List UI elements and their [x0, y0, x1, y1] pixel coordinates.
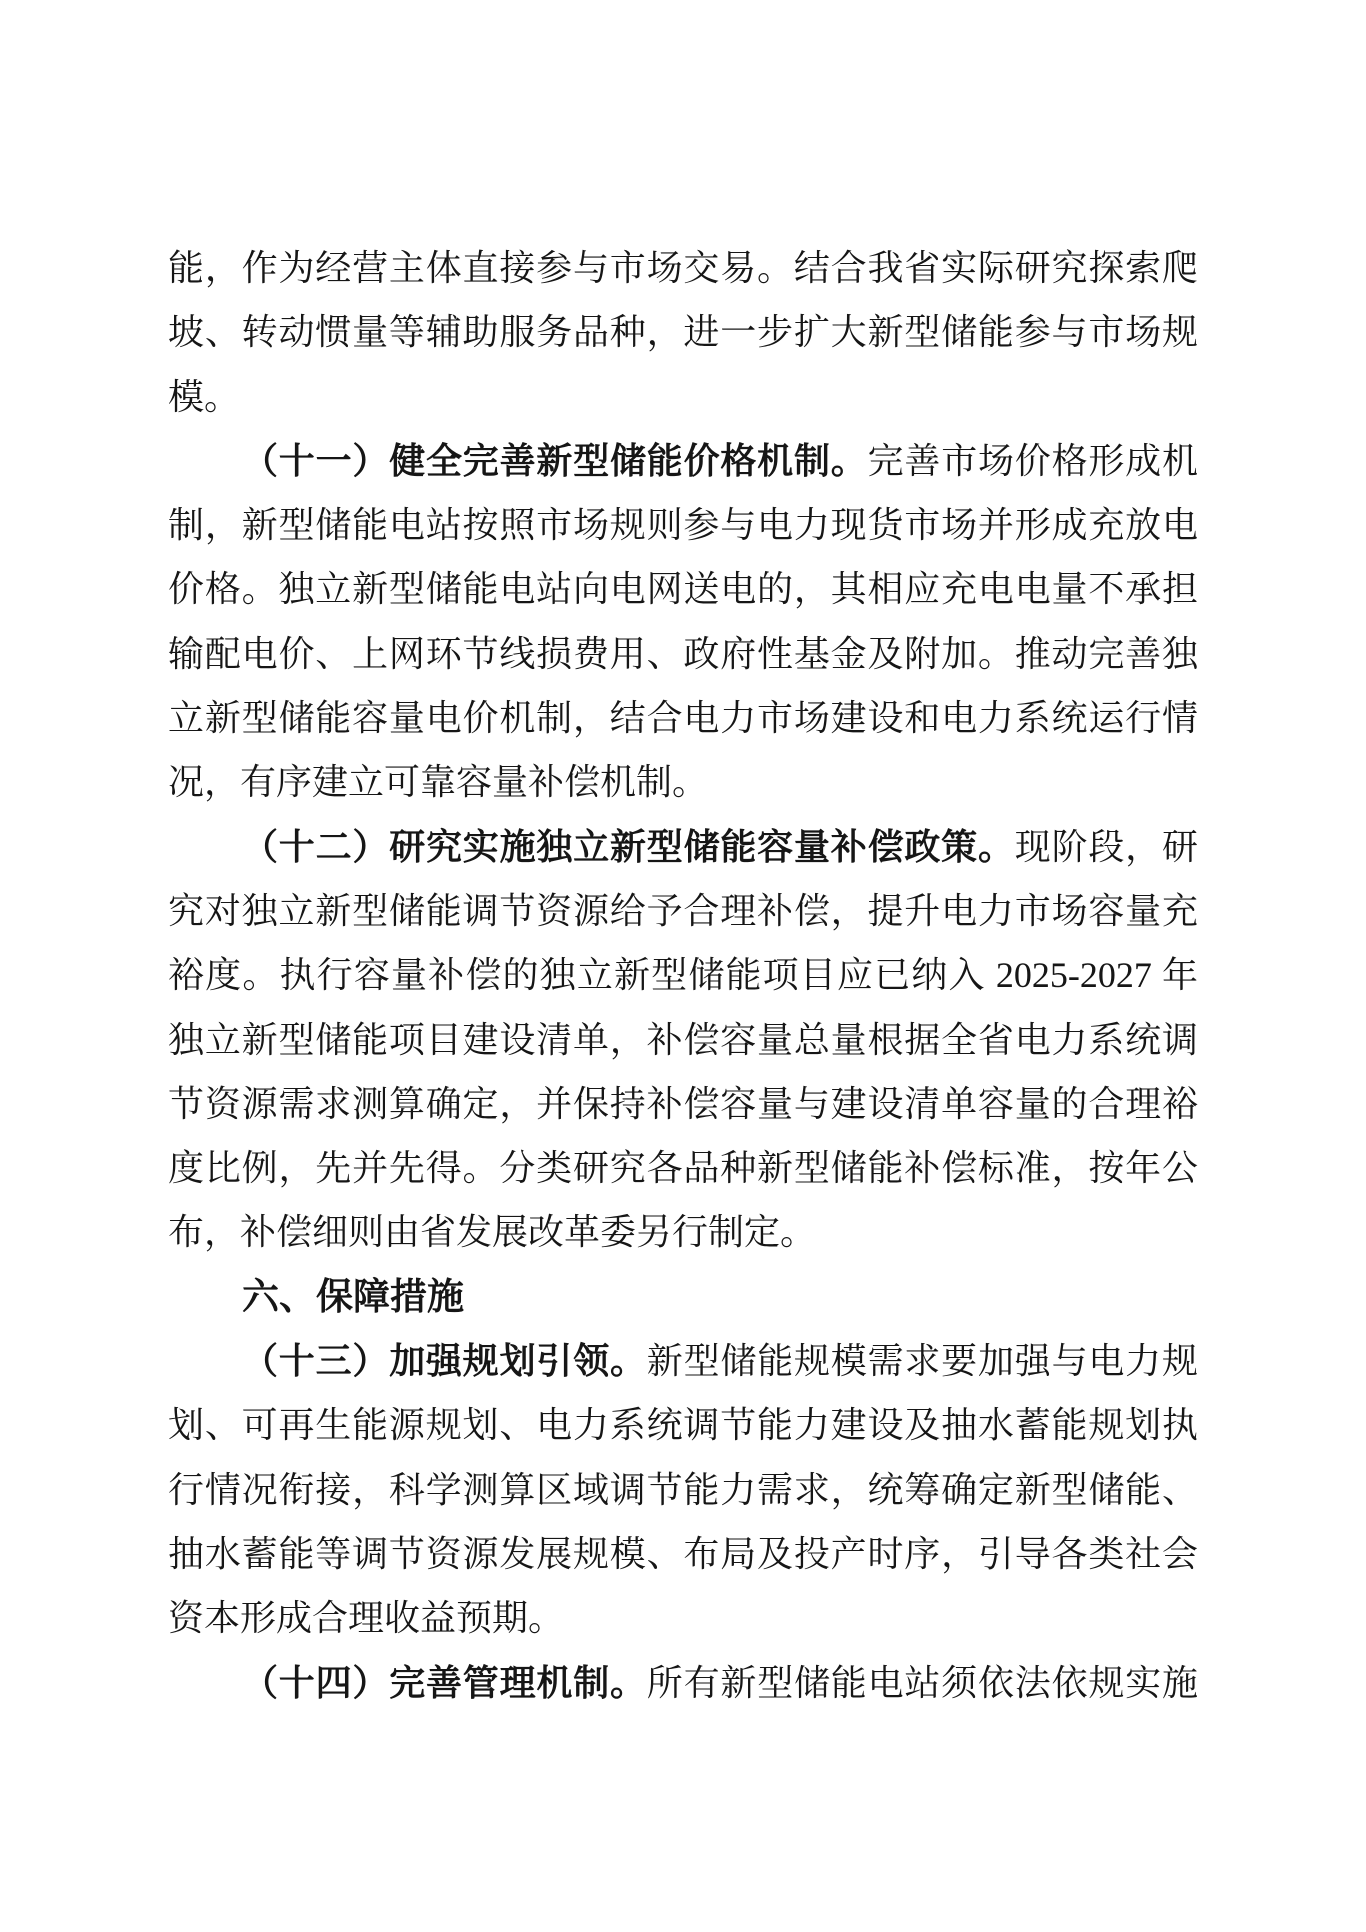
text-segment: 划、可再生能源规划、电力系统调节能力建设及抽水蓄能规划执	[168, 1405, 1198, 1446]
text-line	[168, 236, 1198, 300]
text-segment: 行情况衔接，科学测算区域调节能力需求，统筹确定新型储能、	[168, 1469, 1198, 1510]
text-segment: 模。	[168, 376, 241, 417]
text-segment: 况，有序建立可靠容量补偿机制。	[168, 762, 709, 803]
text-line	[168, 557, 1198, 621]
text-segment: 度比例，先并先得。分类研究各品种新型储能补偿标准，按年公	[168, 1148, 1198, 1189]
text-line	[168, 622, 1198, 686]
text-line	[168, 686, 1198, 750]
text-line	[168, 879, 1198, 943]
text-line	[168, 493, 1198, 557]
text-segment: 裕度。执行容量补偿的独立新型储能项目应已纳入 2025-2027 年	[168, 955, 1198, 996]
text-line	[168, 943, 1198, 1007]
text-segment: 完善市场价格形成机	[867, 440, 1198, 481]
text-line	[168, 1586, 1198, 1650]
text-line	[168, 750, 1198, 814]
text-segment: 立新型储能容量电价机制，结合电力市场建设和电力系统运行情	[168, 698, 1198, 739]
paragraph-lead: （十四）完善管理机制。	[242, 1662, 647, 1703]
text-segment: 节资源需求测算确定，并保持补偿容量与建设清单容量的合理裕	[168, 1083, 1198, 1124]
text-segment: 能，作为经营主体直接参与市场交易。结合我省实际研究探索爬	[168, 248, 1198, 288]
text-segment: 坡、转动惯量等辅助服务品种，进一步扩大新型储能参与市场规	[168, 312, 1198, 353]
text-segment: 资本形成合理收益预期。	[168, 1598, 565, 1639]
text-segment: 所有新型储能电站须依法依规实施	[646, 1662, 1198, 1703]
paragraph-lead: （十三）加强规划引领。	[242, 1341, 647, 1382]
text-segment: 新型储能规模需求要加强与电力规	[646, 1341, 1198, 1382]
text-line	[168, 1072, 1198, 1136]
document-lines	[168, 236, 1198, 1715]
text-line	[168, 1136, 1198, 1200]
text-line	[168, 365, 1198, 429]
paragraph-lead: （十二）研究实施独立新型储能容量补偿政策。	[242, 826, 1015, 867]
text-line	[168, 1393, 1198, 1457]
text-segment: 现阶段，研	[1014, 826, 1198, 867]
text-segment: 输配电价、上网环节线损费用、政府性基金及附加。推动完善独	[168, 633, 1198, 674]
text-line	[168, 1200, 1198, 1264]
text-segment: 六、保障措施	[242, 1275, 464, 1317]
text-segment: 价格。独立新型储能电站向电网送电的，其相应充电电量不承担	[168, 569, 1198, 610]
paragraph-lead: （十一）健全完善新型储能价格机制。	[242, 440, 868, 481]
text-segment: 抽水蓄能等调节资源发展规模、布局及投产时序，引导各类社会	[168, 1533, 1198, 1574]
text-segment: 布，补偿细则由省发展改革委另行制定。	[168, 1212, 817, 1253]
text-line	[168, 429, 1198, 493]
text-line	[168, 1522, 1198, 1586]
text-segment: 独立新型储能项目建设清单，补偿容量总量根据全省电力系统调	[168, 1019, 1198, 1060]
text-line	[168, 815, 1198, 879]
text-segment: 究对独立新型储能调节资源给予合理补偿，提升电力市场容量充	[168, 890, 1198, 931]
text-segment: 制，新型储能电站按照市场规则参与电力现货市场并形成充放电	[168, 505, 1198, 546]
text-line	[168, 1651, 1198, 1715]
section-heading	[168, 1265, 1198, 1329]
text-line	[168, 300, 1198, 364]
text-line	[168, 1458, 1198, 1522]
text-line	[168, 1329, 1198, 1393]
text-line	[168, 1008, 1198, 1072]
